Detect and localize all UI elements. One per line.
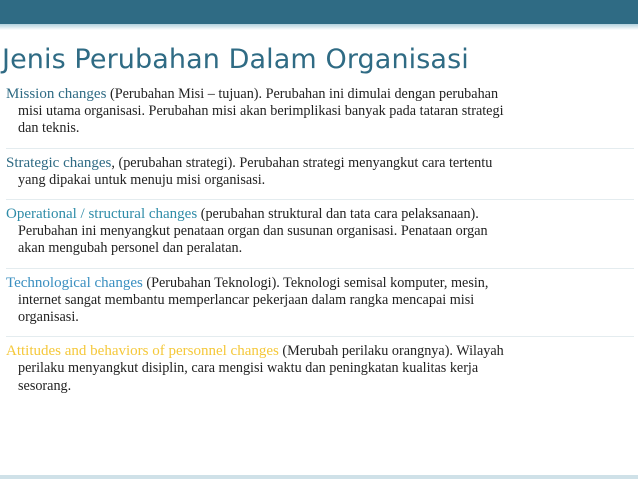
bullet-continuation: misi utama organisasi. Perubahan misi akan berimplikasi banyak pada tataran strategi bbox=[18, 103, 504, 120]
bullet-label: Mission changes bbox=[6, 86, 107, 102]
bullet-item-attitudes bbox=[6, 343, 634, 395]
bullet-item-technological bbox=[6, 275, 634, 338]
bullet-item-mission bbox=[6, 86, 634, 149]
bullet-text: (Merubah perilaku orangnya). Wilayah bbox=[278, 343, 504, 360]
slide-top-bevel bbox=[0, 24, 638, 30]
bullet-continuation: Perubahan ini menyangkut penataan organ dan susunan organisasi. Penataan organ bbox=[18, 223, 488, 240]
bullet-text: (Perubahan Teknologi). Teknologi semisal komputer, mesin, bbox=[142, 274, 489, 291]
bullet-text: , (perubahan strategi). Perubahan strategi menyangkut cara tertentu bbox=[111, 154, 493, 171]
bullet-label: Operational / structural changes bbox=[6, 206, 198, 223]
slide-top-band bbox=[0, 0, 638, 24]
slide-bottom-band bbox=[0, 475, 638, 479]
bullet-continuation: internet sangat membantu memperlancar pekerjaan dalam rangka mencapai misi bbox=[18, 291, 475, 308]
slide-body bbox=[6, 86, 634, 401]
divider bbox=[6, 336, 634, 337]
bullet-first-line bbox=[6, 155, 634, 172]
bullet-continuation: yang dipakai untuk menuju misi organisasi. bbox=[18, 171, 266, 188]
bullet-first-line bbox=[6, 86, 634, 103]
bullet-continuation: sesorang. bbox=[18, 377, 72, 394]
bullet-label: Strategic changes bbox=[6, 154, 112, 171]
bullet-continuation: dan teknis. bbox=[18, 120, 80, 137]
bullet-item-strategic bbox=[6, 155, 634, 200]
bullet-item-operational bbox=[6, 206, 634, 269]
bullet-label: Technological changes bbox=[6, 274, 143, 291]
bullet-label: Attitudes and behaviors of personnel changes bbox=[6, 343, 279, 360]
bullet-continuation: akan mengubah personel dan peralatan. bbox=[18, 240, 243, 257]
divider bbox=[6, 199, 634, 200]
divider bbox=[6, 148, 634, 149]
bullet-text: (Perubahan Misi – tujuan). Perubahan ini dimulai dengan perubahan bbox=[106, 86, 499, 102]
bullet-first-line bbox=[6, 206, 634, 223]
bullet-first-line bbox=[6, 275, 634, 292]
bullet-text: (perubahan struktural dan tata cara pelaksanaan). bbox=[197, 206, 479, 223]
bullet-first-line bbox=[6, 343, 634, 360]
bullet-continuation: organisasi. bbox=[18, 309, 79, 326]
slide-title: Jenis Perubahan Dalam Organisasi bbox=[2, 44, 469, 75]
divider bbox=[6, 268, 634, 269]
bullet-continuation: perilaku menyangkut disiplin, cara mengisi waktu dan peningkatan kualitas kerja bbox=[18, 360, 479, 377]
